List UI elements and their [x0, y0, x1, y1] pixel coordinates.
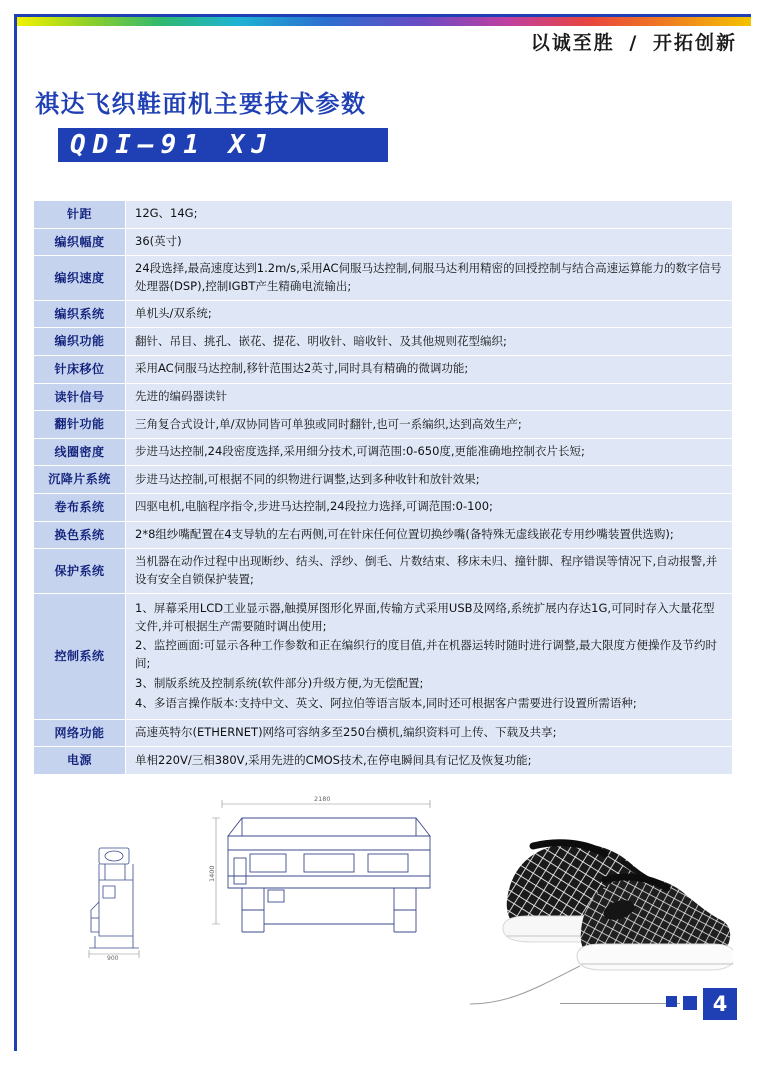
slogan-right-text: 开拓创新 [652, 32, 737, 54]
spec-label: 网络功能 [34, 719, 126, 747]
list-item: 3、制版系统及控制系统(软件部分)升级方便,为无偿配置; [135, 676, 424, 691]
spec-value: 先进的编码器读针 [126, 383, 733, 411]
spec-label: 卷布系统 [34, 493, 126, 521]
table-row [34, 493, 733, 521]
page-title: 祺达飞织鞋面机主要技术参数 [35, 90, 367, 118]
product-illustrations [33, 782, 733, 997]
table-row [34, 438, 733, 466]
spec-label: 换色系统 [34, 521, 126, 549]
spec-label: 编织速度 [34, 256, 126, 301]
spec-label: 编织幅度 [34, 228, 126, 256]
spec-value: 三角复合式设计,单/双协同皆可单独或同时翻针,也可一系编织,达到高效生产; [126, 411, 733, 439]
spec-value: 翻针、吊目、挑孔、嵌花、提花、明收针、暗收针、及其他规则花型编织; [126, 328, 733, 356]
spec-value: 单机头/双系统; [126, 300, 733, 328]
machine-front-view-drawing [208, 792, 448, 957]
spec-label: 编织功能 [34, 328, 126, 356]
list-item: 4、多语言操作版本:支持中文、英文、阿拉伯等语言版本,同时还可根据客户需要进行设置所需语种; [135, 695, 637, 710]
footer-rule [560, 1003, 680, 1004]
spec-value: 高速英特尔(ETHERNET)网络可容纳多至250台横机,编织资料可上传、下载及共享; [126, 719, 733, 747]
control-system-list [135, 600, 725, 713]
shoes-svg [473, 782, 733, 982]
svg-text:2180: 2180 [314, 795, 331, 803]
table-row [34, 300, 733, 328]
spec-label: 编织系统 [34, 300, 126, 328]
table-row [34, 747, 733, 775]
spec-label: 读针信号 [34, 383, 126, 411]
spec-value: 步进马达控制,可根据不同的织物进行调整,达到多种收针和放针效果; [126, 466, 733, 494]
footer-square-medium [683, 996, 697, 1010]
spec-value: 采用AC伺服马达控制,移针范围达2英寸,同时具有精确的微调功能; [126, 356, 733, 384]
side-width-dim: 900 [107, 955, 119, 960]
slogan-separator: / [629, 32, 639, 54]
front-view-svg [208, 792, 448, 957]
table-row [34, 356, 733, 384]
spec-label: 针距 [34, 201, 126, 229]
spec-label: 线圈密度 [34, 438, 126, 466]
list-item: 1、屏幕采用LCD工业显示器,触摸屏图形化界面,传输方式采用USB及网络,系统扩展内存达1G,可同时存入大量花型文件,并可根据生产需要随时调出使用; [135, 600, 715, 633]
table-row [34, 383, 733, 411]
list-item: 2、监控画面:可显示各种工作参数和正在编织行的度目值,并在机器运转时随时进行调整,最大限度方便操作及节约时间; [135, 638, 717, 671]
table-row [34, 328, 733, 356]
page-border-left [14, 14, 17, 1051]
table-row [34, 228, 733, 256]
shoe-front [577, 877, 733, 970]
machine-side-view-drawing [81, 840, 171, 960]
spec-value-control-list [126, 593, 733, 719]
table-row-control-system [34, 593, 733, 719]
specification-table [33, 200, 733, 775]
spec-label: 控制系统 [34, 593, 126, 719]
spec-value: 四驱电机,电脑程序指令,步进马达控制,24段拉力选择,可调范围:0-100; [126, 493, 733, 521]
spec-label: 保护系统 [34, 549, 126, 594]
spec-label: 电源 [34, 747, 126, 775]
spec-label: 针床移位 [34, 356, 126, 384]
table-row [34, 521, 733, 549]
spec-value: 当机器在动作过程中出现断纱、结头、浮纱、倒毛、片数结束、移床未归、撞针脚、程序错误等情况下,自动报警,并设有安全自锁保护装置; [126, 549, 733, 594]
header-slogan [531, 28, 737, 55]
knitted-shoes-photo [473, 782, 733, 982]
spec-value: 单相220V/三相380V,采用先进的CMOS技术,在停电瞬间具有记忆及恢复功能; [126, 747, 733, 775]
svg-text:1400: 1400 [208, 865, 216, 882]
slogan-left-text: 以诚至胜 [530, 32, 615, 54]
spec-table-body [34, 201, 733, 775]
spec-value: 24段选择,最高速度达到1.2m/s,采用AC伺服马达控制,伺服马达利用精密的回授控制与结合高速运算能力的数字信号处理器(DSP),控制IGBT产生精确电流输出; [126, 256, 733, 301]
table-row [34, 256, 733, 301]
table-row [34, 201, 733, 229]
spec-value: 12G、14G; [126, 201, 733, 229]
spec-value: 步进马达控制,24段密度选择,采用细分技术,可调范围:0-650度,更能准确地控制衣片长短; [126, 438, 733, 466]
model-name: QDI—91 XJ [70, 130, 274, 160]
footer-decorative-curve [470, 960, 580, 1005]
footer-square-small [666, 996, 677, 1007]
spec-value: 2*8组纱嘴配置在4支导轨的左右两侧,可在针床任何位置切换纱嘴(备特殊无虚线嵌花专用纱嘴装置供选购); [126, 521, 733, 549]
spec-label: 翻针功能 [34, 411, 126, 439]
spec-label: 沉降片系统 [34, 466, 126, 494]
side-view-svg [81, 840, 171, 960]
rainbow-gradient-bar [17, 17, 751, 26]
table-row [34, 549, 733, 594]
page-number: 4 [703, 988, 737, 1020]
table-row [34, 466, 733, 494]
table-row [34, 411, 733, 439]
table-row [34, 719, 733, 747]
spec-value: 36(英寸) [126, 228, 733, 256]
